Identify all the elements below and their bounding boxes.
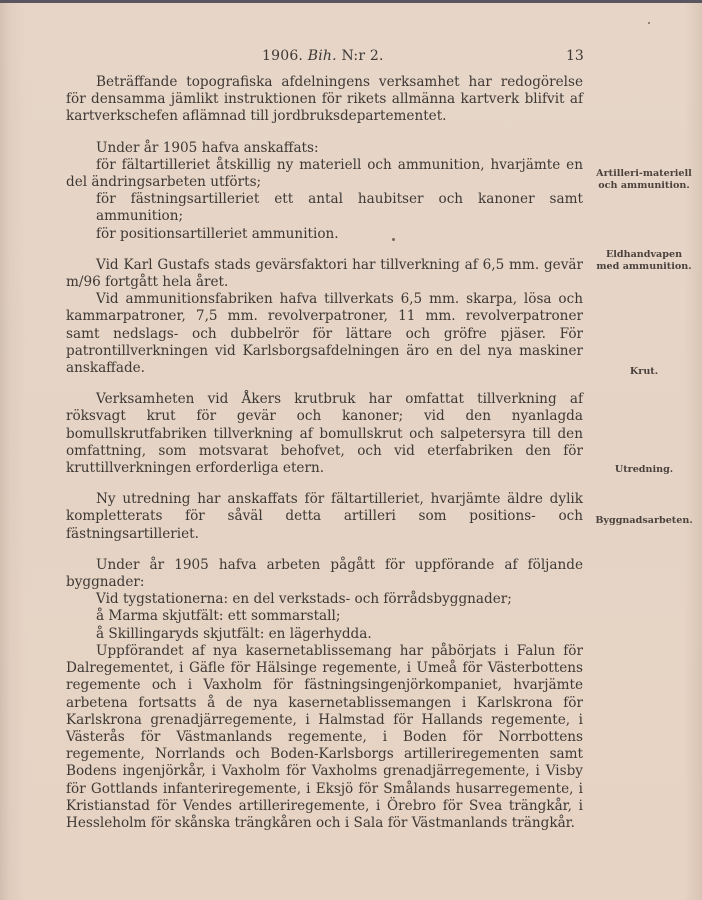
header-series: Bih. xyxy=(307,48,337,64)
margin-note-byggnadsarbeten: Byggnadsarbeten. xyxy=(595,515,693,526)
margin-note-utredning: Utredning. xyxy=(614,464,674,475)
paragraph-byggnader-intro: Under år 1905 hafva arbeten pågått för uppförande af följande byggnader: xyxy=(66,556,583,591)
ink-speck xyxy=(392,238,395,241)
list-item-skillingaryd: å Skillingaryds skjutfält: en lägerhydda. xyxy=(96,625,372,642)
paragraph-gevarsfaktori: Vid Karl Gustafs stads gevärsfaktori har tillverkning af 6,5 mm. gevär m/96 fortgått hela året. xyxy=(66,256,583,291)
paragraph-ammunitionsfabriken: Vid ammunitionsfabriken hafva tillverkats 6,5 mm. skarpa, lösa och kammarpatroner, 7,5 mm. revolverpatroner, 11 mm. revolverpatroner samt nedslags- och dubbelrör för lättare och gröfre pjäser. För patrontillverkningen vid Karlsborgsafdelningen äro en del nya maskiner anskaffade. xyxy=(66,291,583,377)
header-number: N:r 2. xyxy=(341,48,384,64)
page-top-edge xyxy=(0,0,702,3)
list-item-positionsartilleriet: för positionsartilleriet ammunition. xyxy=(96,225,339,242)
page-number: 13 xyxy=(566,48,584,64)
list-item-marma: å Marma skjutfält: ett sommarstall; xyxy=(96,608,341,625)
margin-note-krut: Krut. xyxy=(629,366,659,377)
paragraph-topografiska: Beträffande topografiska afdelningens verksamhet har redogörelse för densamma jämlikt instruktionen för rikets allmänna kartverk blifvit af kartverkschefen aflämnad till jordbruksdepartementet. xyxy=(66,74,583,125)
paragraph-utredning: Ny utredning har anskaffats för fältartilleriet, hvarjämte äldre dylik kompletterats för såväl detta artilleri som positions- och fästningsartilleriet. xyxy=(66,491,583,542)
margin-note-eldhandvapen: Eldhandvapen med ammunition. xyxy=(596,249,692,272)
body-text xyxy=(66,74,583,832)
paragraph-krutbruk: Verksamheten vid Åkers krutbruk har omfattat tillverkning af röksvagt krut för gevär och kanoner; vid den nyanlagda bomullskrutfabriken tillverkning af bomullskrut och salpetersyra till den omfattning, som motsvarat behofvet, och vid eterfabriken den för kruttillverkningen erforderliga etern. xyxy=(66,391,583,477)
paragraph-kasernetablissemang: Uppförandet af nya kasernetablissemang har påbörjats i Falun för Dalregementet, i Gäfle för Hälsinge regemente, i Umeå för Västerbottens regemente och i Vaxholm för fästningsingenjörkompaniet, hvarjämte arbetena fortsatts å de nya kasernetablissemangen i Karlskrona för Karlskrona grenadjärregemente, i Halmstad för Hallands regemente, i Västerås för Västmanlands regemente, i Boden för Norrbottens regemente, Norrlands och Boden-Karlsborgs artilleriregementen samt Bodens ingenjörkår, i Vaxholm för Vaxholms grenadjärregemente, i Visby för Gottlands infanteriregemente, i Eksjö för Smålands husarregemente, i Kristianstad för Vendes artilleriregemente, i Örebro för Svea trängkår, i Hessleholm för skånska trängkåren och i Sala för Västmanlands trängkår. xyxy=(66,642,583,831)
list-item-fastningsartilleriet: för fästningsartilleriet ett antal haubitser och kanoner samt ammunition; xyxy=(96,191,583,225)
header-year: 1906. xyxy=(262,48,304,64)
list-item-tygstationerna: Vid tygstationerna: en del verkstads- och förrådsbyggnader; xyxy=(96,591,512,608)
list-item-faltartilleriet: för fältartilleriet åtskillig ny materiell och ammunition, hvarjämte en del ändringsarbeten utförts; xyxy=(66,156,583,191)
ink-speck xyxy=(648,22,650,24)
paragraph-anskaffats-intro: Under år 1905 hafva anskaffats: xyxy=(96,139,319,156)
running-title xyxy=(262,48,384,64)
page-header xyxy=(0,48,702,68)
margin-note-artilleri: Artilleri-materiell och ammunition. xyxy=(596,168,692,191)
